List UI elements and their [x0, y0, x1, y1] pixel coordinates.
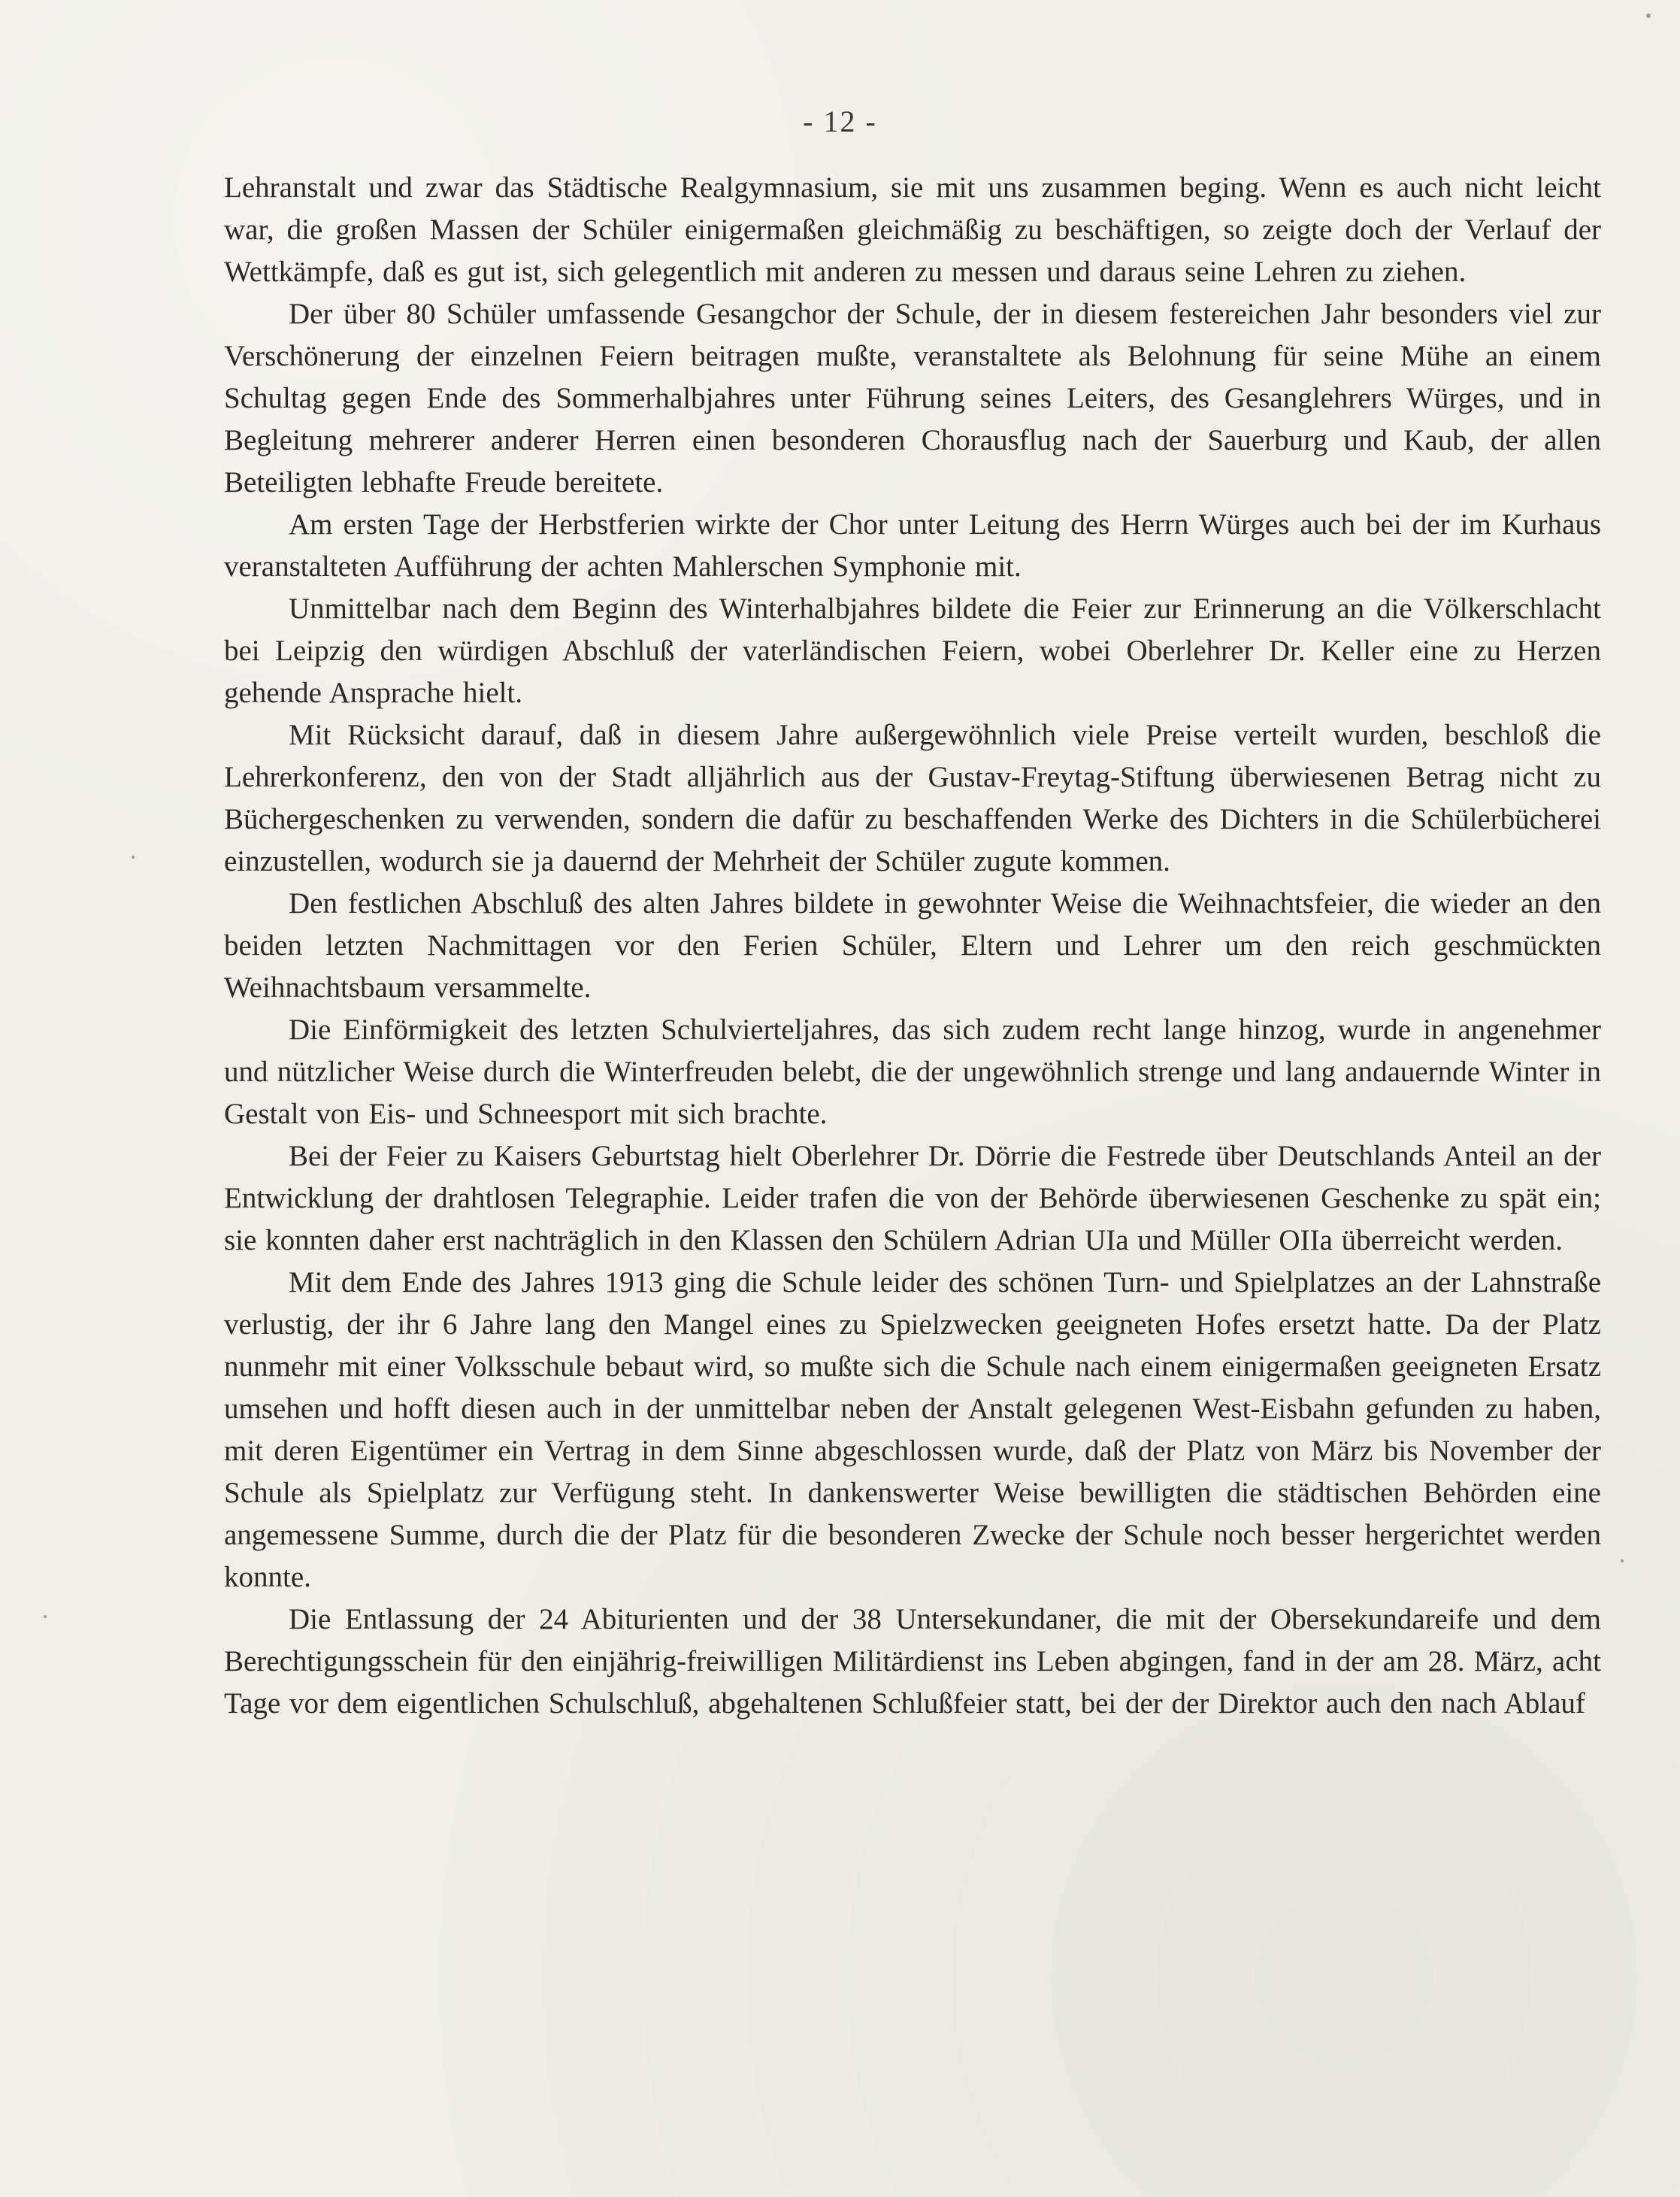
paragraph-4: Unmittelbar nach dem Beginn des Winterhalbjahres bildete die Feier zur Erinnerung an die Völkerschlacht bei Leipzig den würdigen Abschluß der vaterländischen Feiern, wobei Oberlehrer Dr. Keller eine zu Herzen gehende Ansprache hielt. [224, 592, 1601, 709]
document-body [224, 167, 1601, 1725]
paragraph-7: Die Einförmigkeit des letzten Schulvierteljahres, das sich zudem recht lange hinzog, wurde in angenehmer und nützlicher Weise durch die Winterfreuden belebt, die der ungewöhnlich strenge und lang andauernde Winter in Gestalt von Eis- und Schneesport mit sich brachte. [224, 1014, 1601, 1130]
paper-speck [132, 856, 135, 859]
paper-speck [44, 1615, 47, 1618]
paragraph-10: Die Entlassung der 24 Abiturienten und der 38 Untersekundaner, die mit der Obersekundareife und dem Berechtigungsschein für den einjährig-freiwilligen Militärdienst ins Leben abgingen, fand in der am 28. März, acht Tage vor dem eigentlichen Schulschluß, abgehaltenen Schlußfeier statt, bei der der Direktor auch den nach Ablauf [224, 1603, 1601, 1720]
paragraph-9: Mit dem Ende des Jahres 1913 ging die Schule leider des schönen Turn- und Spielplatzes an der Lahnstraße verlustig, der ihr 6 Jahre lang den Mangel eines zu Spielzwecken geeigneten Hofes ersetzt hatte. Da der Platz nunmehr mit einer Volksschule bebaut wird, so mußte sich die Schule nach einem einigermaßen geeigneten Ersatz umsehen und hofft diesen auch in der unmittelbar neben der Anstalt gelegenen West-Eisbahn gefunden zu haben, mit deren Eigentümer ein Vertrag in dem Sinne abgeschlossen wurde, daß der Platz von März bis November der Schule als Spielplatz zur Verfügung steht. In dankenswerter Weise bewilligten die städtischen Behörden eine angemessene Summe, durch die der Platz für die besonderen Zwecke der Schule noch besser hergerichtet werden konnte. [224, 1266, 1601, 1593]
paragraph-5: Mit Rücksicht darauf, daß in diesem Jahre außergewöhnlich viele Preise verteilt wurden, beschloß die Lehrerkonferenz, den von der Stadt alljährlich aus der Gustav-Freytag-Stiftung überwiesenen Betrag nicht zu Büchergeschenken zu verwenden, sondern die dafür zu beschaffenden Werke des Dichters in die Schülerbücherei einzustellen, wodurch sie ja dauernd der Mehrheit der Schüler zugute kommen. [224, 719, 1601, 877]
paragraph-6: Den festlichen Abschluß des alten Jahres bildete in gewohnter Weise die Weihnachtsfeier, die wieder an den beiden letzten Nachmittagen vor den Ferien Schüler, Eltern und Lehrer um den reich geschmückten Weihnachtsbaum versammelte. [224, 887, 1601, 1004]
paragraph-2: Der über 80 Schüler umfassende Gesangchor der Schule, der in diesem festereichen Jahr besonders viel zur Verschönerung der einzelnen Feiern beitragen mußte, veranstaltete als Belohnung für seine Mühe an einem Schultag gegen Ende des Sommerhalbjahres unter Führung seines Leiters, des Gesanglehrers Würges, und in Begleitung mehrerer anderer Herren einen besonderen Chorausflug nach der Sauerburg und Kaub, der allen Beteiligten lebhafte Freude bereitete. [224, 298, 1601, 498]
page-number: - 12 - [803, 105, 877, 138]
paper-speck [1646, 14, 1651, 18]
paragraph-3: Am ersten Tage der Herbstferien wirkte der Chor unter Leitung des Herrn Würges auch bei der im Kurhaus veranstalteten Aufführung der achten Mahlerschen Symphonie mit. [224, 508, 1601, 583]
paragraph-1: Lehranstalt und zwar das Städtische Realgymnasium, sie mit uns zusammen beging. Wenn es auch nicht leicht war, die großen Massen der Schüler einigermaßen gleichmäßig zu beschäftigen, so zeigte doch der Verlauf der Wettkämpfe, daß es gut ist, sich gelegentlich mit anderen zu messen und daraus seine Lehren zu ziehen. [224, 171, 1601, 288]
paragraph-8: Bei der Feier zu Kaisers Geburtstag hielt Oberlehrer Dr. Dörrie die Festrede über Deutschlands Anteil an der Entwicklung der drahtlosen Telegraphie. Leider trafen die von der Behörde überwiesenen Geschenke zu spät ein; sie konnten daher erst nachträglich in den Klassen den Schülern Adrian UIa und Müller OIIa überreicht werden. [224, 1140, 1601, 1256]
paper-speck [1621, 1559, 1624, 1562]
